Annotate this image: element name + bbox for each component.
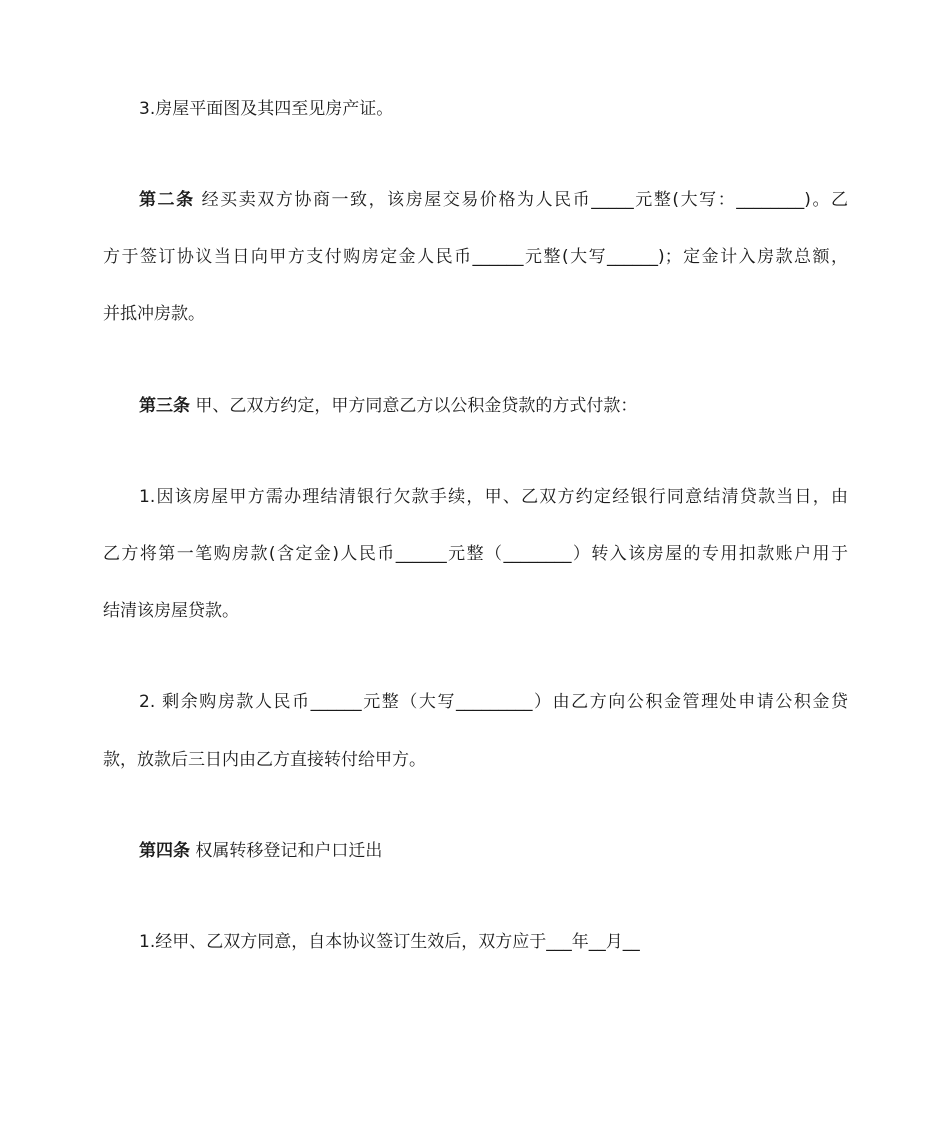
clause-4-1-text-1: 1.经甲、乙双方同意，自本协议签订生效后，双方应于___年__月__ [139,932,640,952]
article-2-text-3: 并抵冲房款。 [103,304,205,324]
clause-3-1-text-3: 结清该房屋贷款。 [103,601,239,621]
clause-3-1-line-1 [139,486,848,508]
article-4-line-1 [139,840,848,862]
clause-3-2-line-1 [139,691,848,713]
article-3-heading: 第三条 [139,396,190,416]
article-2-line-1 [139,189,848,211]
clause-3-1-line-3 [103,600,848,622]
plan-reference-text: 3.房屋平面图及其四至见房产证。 [139,99,394,119]
clause-3-1-text-2: 乙方将第一笔购房款(含定金)人民币______元整（________）转入该房屋的专用扣款账户用于 [103,544,848,564]
article-2-text-1: 经买卖双方协商一致，该房屋交易价格为人民币_____元整(大写：________)。乙 [194,190,849,210]
clause-3-2-text-1: 2. 剩余购房款人民币______元整（大写_________）由乙方向公积金管理处申请公积金贷 [139,692,848,712]
article-2-text-2: 方于签订协议当日向甲方支付购房定金人民币______元整(大写______)；定金计入房款总额， [103,247,848,267]
clause-3-2-line-2 [103,749,848,771]
clause-3-1-text-1: 1.因该房屋甲方需办理结清银行欠款手续，甲、乙双方约定经银行同意结清贷款当日，由 [139,487,848,507]
clause-3-1-line-2 [103,543,848,565]
article-2-heading: 第二条 [139,190,195,210]
article-4-text-1: 权属转移登记和户口迁出 [190,841,383,861]
article-2-line-3 [103,303,848,325]
article-4-heading: 第四条 [139,841,190,861]
plan-reference-line [139,98,848,120]
article-3-text-1: 甲、乙双方约定，甲方同意乙方以公积金贷款的方式付款： [190,396,638,416]
clause-4-1-line-1 [139,931,848,953]
clause-3-2-text-2: 款，放款后三日内由乙方直接转付给甲方。 [103,750,426,770]
article-2-line-2 [103,246,848,268]
article-3-line-1 [139,395,848,417]
